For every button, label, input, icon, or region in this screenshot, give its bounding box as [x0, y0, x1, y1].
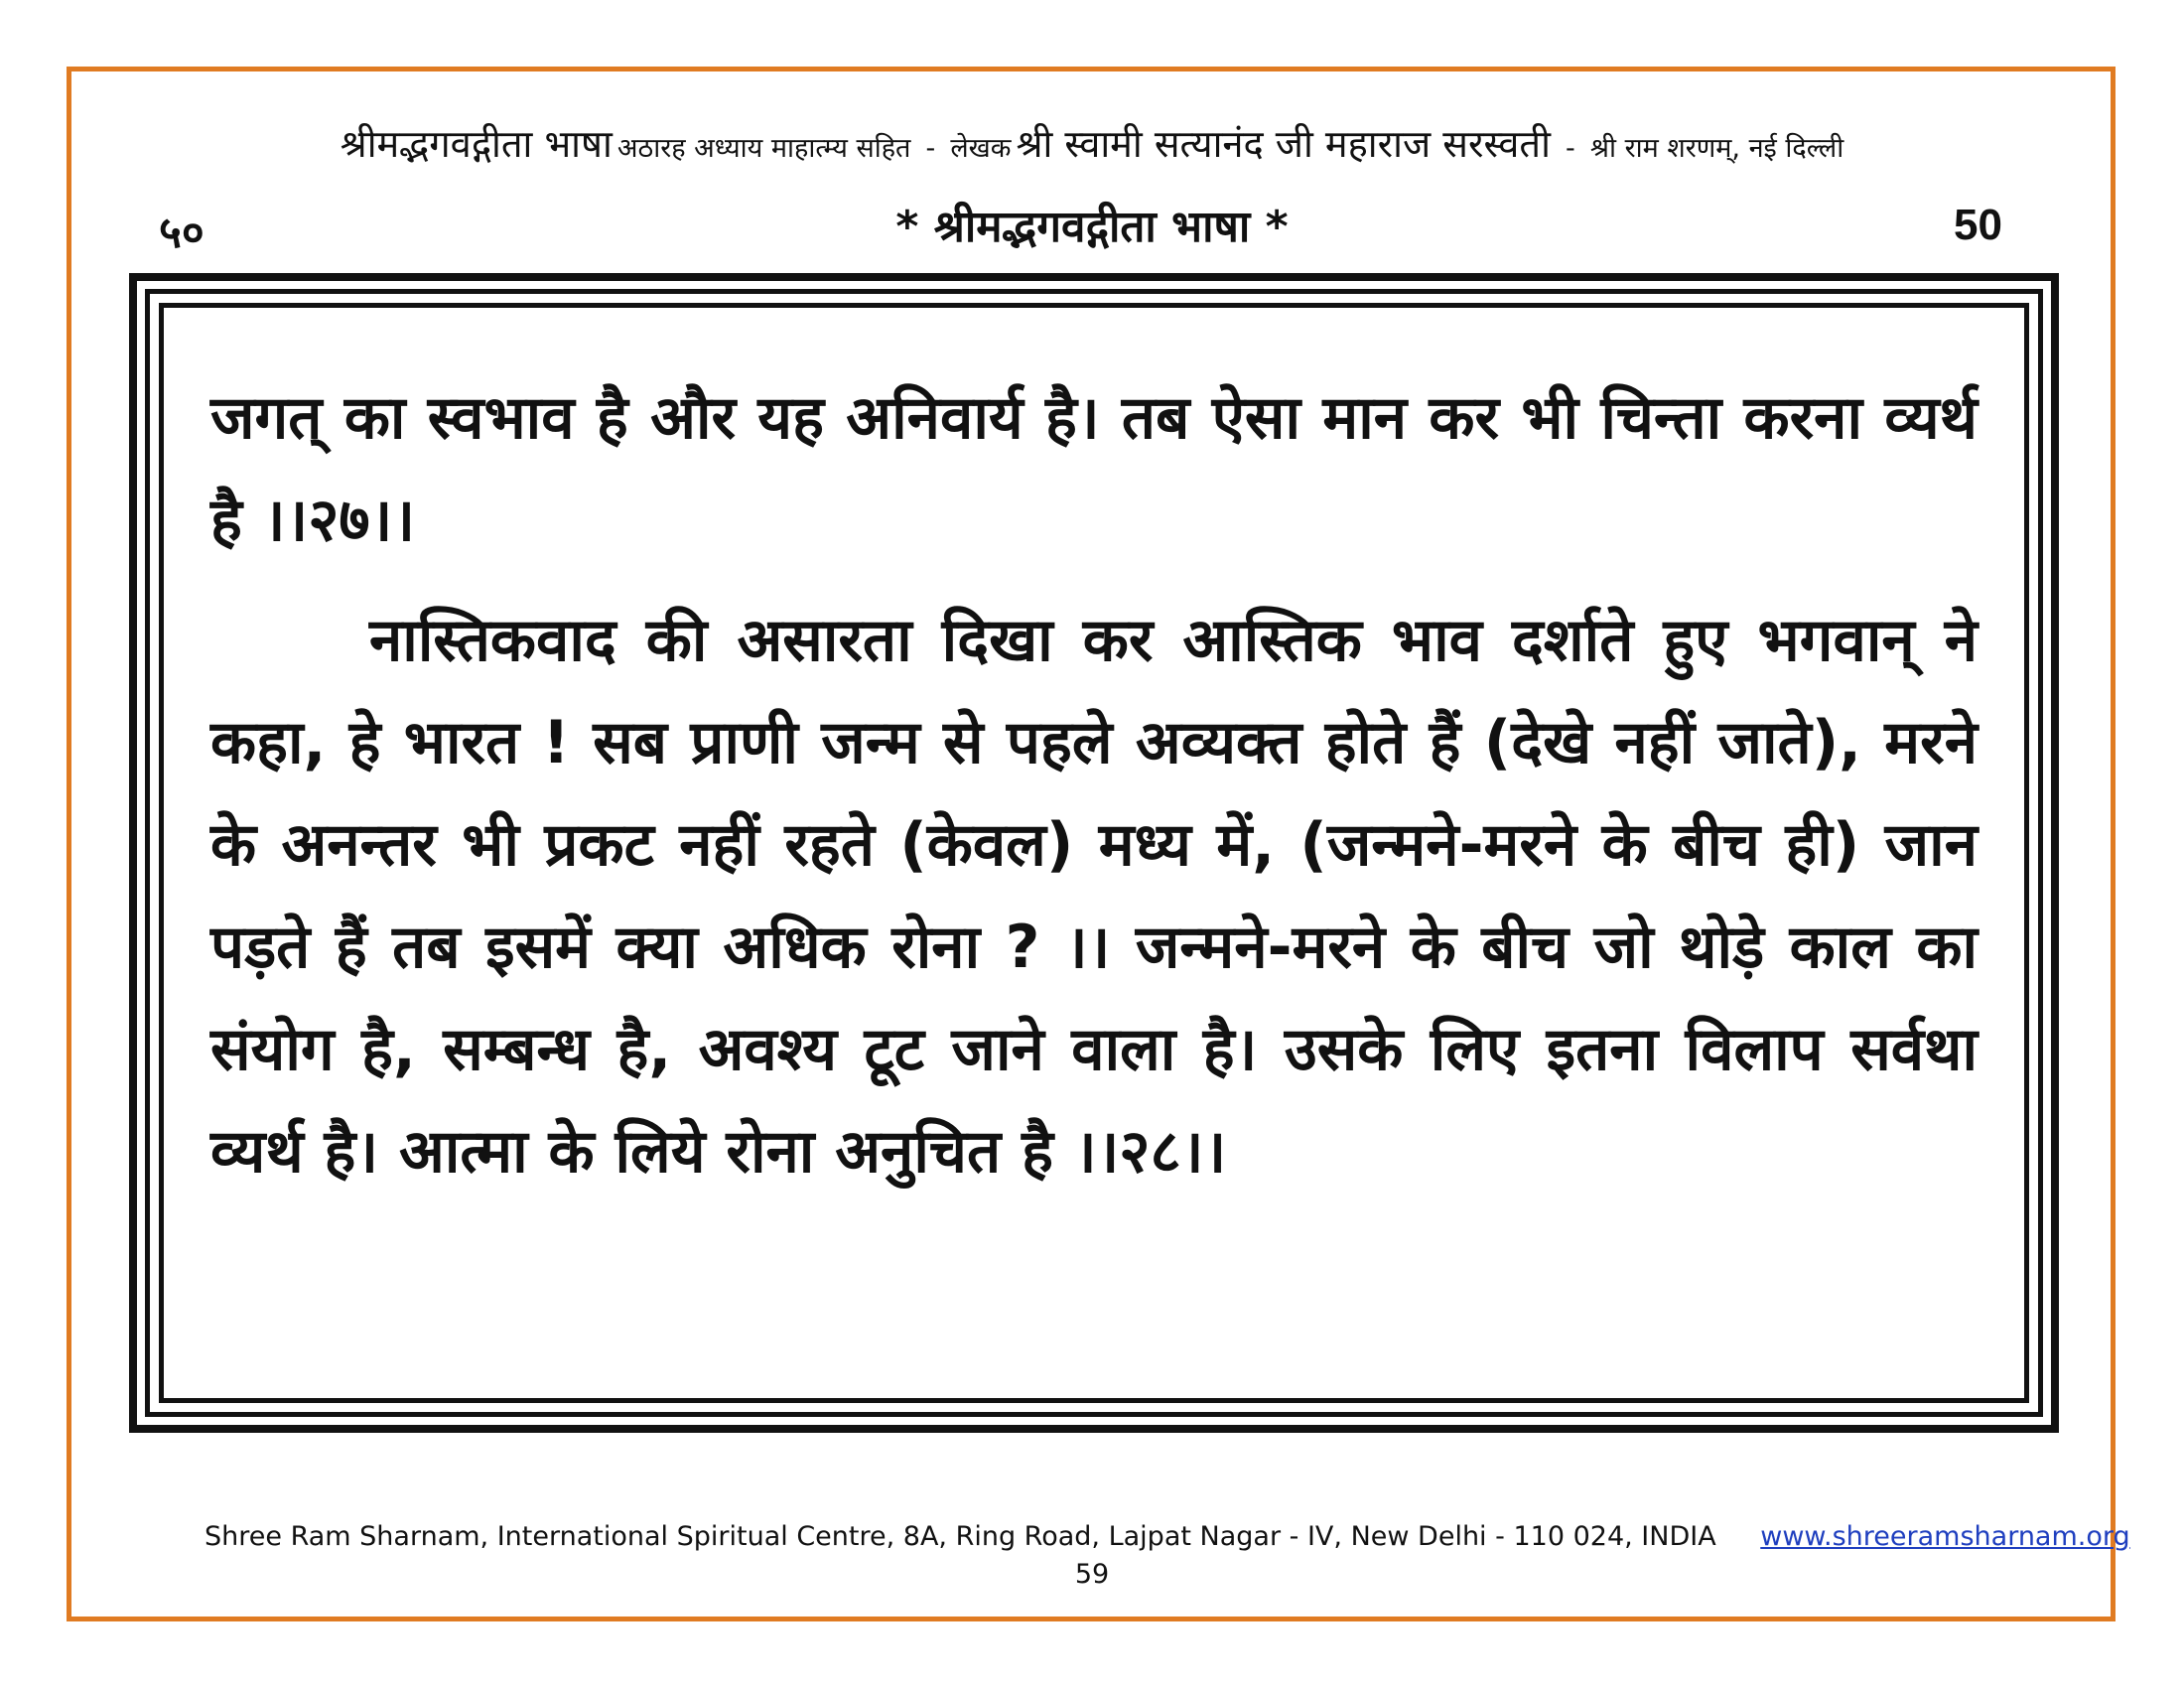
footer [205, 1521, 2130, 1552]
document-header [0, 117, 2184, 169]
paragraph-2: नास्तिकवाद की असारता दिखा कर आस्तिक भाव दर्शाते हुए भगवान् ने कहा, हे भारत ! सब प्राणी जन्म से पहले अव्यक्त होते हैं (देखे नहीं जाते), मरने के अनन्तर भी प्रकट नहीं रहते (केवल) मध्य में, (जन्मने-मरने के बीच ही) जान पड़ते हैं तब इसमें क्या अधिक रोना ? ।। जन्मने-मरने के बीच जो थोड़े काल का संयोग है, सम्बन्ध है, अवश्य टूट जाने वाला है। उसके लिए इतना विलाप सर्वथा व्यर्थ है। आत्मा के लिये रोना अनुचित है ।।२८।। [210, 606, 1978, 1187]
header-publisher: श्री राम शरणम्, नई दिल्ली [1589, 133, 1844, 164]
footer-page-number: 59 [1074, 1559, 1110, 1590]
website-link[interactable]: www.shreeramsharnam.org [1760, 1521, 2130, 1552]
header-subtitle: अठारह अध्याय माहात्म्य सहित [616, 133, 911, 164]
header-author-prefix: लेखक [950, 133, 1012, 164]
header-author: श्री स्वामी सत्यानंद जी महाराज सरस्वती [1016, 122, 1551, 166]
page-number-devanagari: ५० [159, 208, 205, 258]
footer-address: Shree Ram Sharnam, International Spiritual Centre, 8A, Ring Road, Lajpat Nagar - IV, New Delhi - 110 024, INDIA [205, 1521, 1716, 1552]
running-head: * श्रीमद्भगवद्गीता भाषा * [895, 202, 1289, 252]
header-separator-1: - [925, 133, 936, 164]
paragraph-1: जगत् का स्वभाव है और यह अनिवार्य है। तब ऐसा मान कर भी चिन्ता करना व्यर्थ है ।।२७।। [210, 383, 1978, 555]
scripture-text [210, 367, 1978, 1203]
page-number-arabic: 50 [1954, 201, 2002, 249]
header-title: श्रीमद्भगवद्गीता भाषा [340, 122, 613, 166]
header-separator-2: - [1566, 133, 1575, 164]
